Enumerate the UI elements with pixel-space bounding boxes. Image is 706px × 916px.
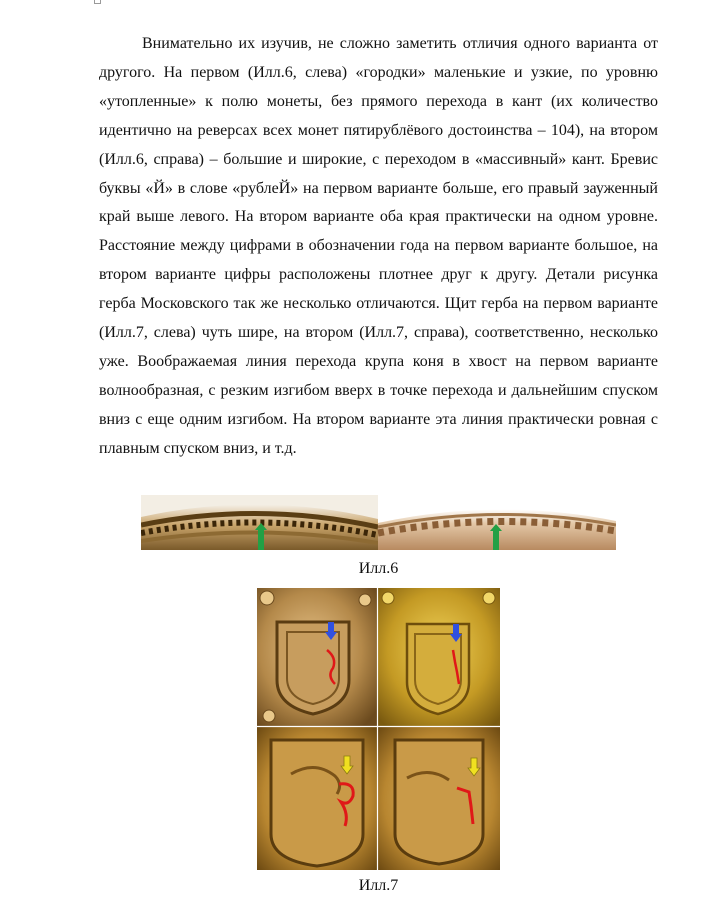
- figure-7-coat-of-arms: [257, 588, 500, 870]
- figure-7-top-left-photo: [257, 588, 377, 726]
- figure-6-coin-edges: [141, 495, 616, 550]
- text-boundary-marker: [94, 0, 101, 4]
- figure-7-bottom-right-photo: [378, 727, 500, 870]
- figure-6-caption: Илл.6: [358, 560, 399, 577]
- body-paragraph: Внимательно их изучив, не сложно заметить отличия одного варианта от другого. На первом (Илл.6, слева) «городки» маленькие и узкие, по уровню «утопленные» к полю монеты, без прямого перехода в кант (их количество идентично на реверсах всех монет пятирублёвого достоинства – 104), на втором (Илл.6, справа) – большие и широкие, с переходом в «массивный» кант. Бревис буквы «Й» в слове «рублеЙ» на первом варианте больше, его правый зауженный край выше левого. На втором варианте оба края практически на одном уровне. Расстояние между цифрами в обозначении года на первом варианте большое, на втором варианте цифры расположены плотнее друг к другу. Детали рисунка герба Московского так же несколько отличаются. Щит герба на первом варианте (Илл.7, слева) чуть шире, на втором (Илл.7, справа), соответственно, несколько уже. Воображаемая линия перехода крупа коня в хвост на первом варианте волнообразная, с резким изгибом вверх в точке перехода и дальнейшим спуском вниз с еще одним изгибом. На втором варианте эта линия практически ровная с плавным спуском вниз, и т.д.: [99, 35, 658, 457]
- figure-7-bottom-left-photo: [257, 727, 377, 870]
- figure-7-top-right-photo: [378, 588, 500, 726]
- figure-7-caption: Илл.7: [358, 877, 399, 894]
